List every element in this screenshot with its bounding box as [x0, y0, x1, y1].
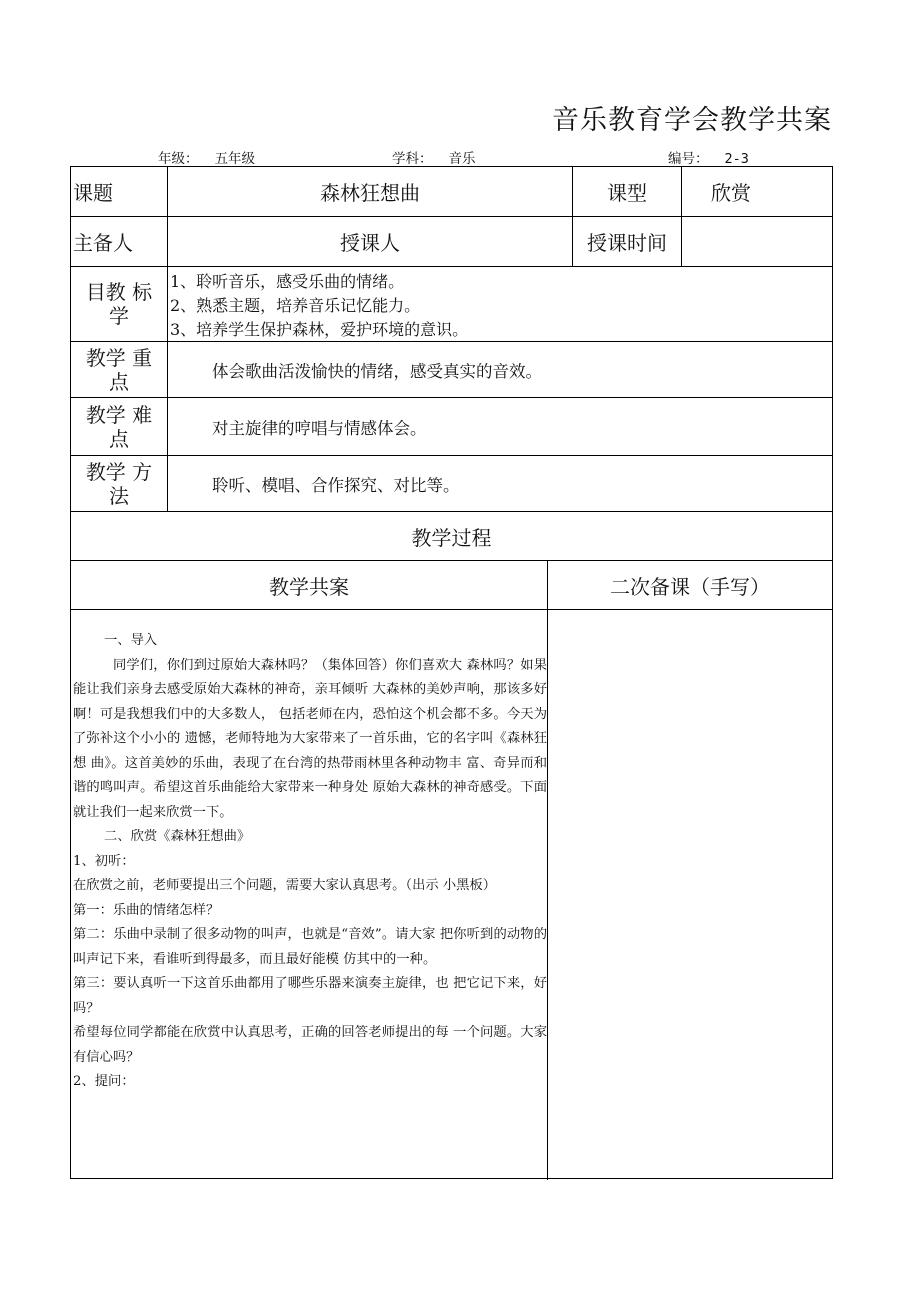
goal-item: 3、培养学生保护森林，爱护环境的意识。: [170, 320, 469, 339]
key-point-label-line2: 点: [109, 369, 129, 394]
difficulty-label-line2: 点: [109, 426, 129, 451]
process-paragraph: 第一：乐曲的情绪怎样？: [73, 902, 220, 918]
subject-field: [392, 147, 476, 167]
process-paragraph: 第二：乐曲中录制了很多动物的叫声，也就是“音效”。请大家 把你听到的动物的叫声记下来，看谁听到得最多，而且最好能模 仿其中的一种。: [73, 927, 547, 967]
subject-value: 音乐: [448, 151, 476, 167]
difficulty-label-line1: 教学 难: [85, 402, 153, 427]
goals-label-line1: 目教 标: [85, 280, 153, 304]
goal-item: 2、熟悉主题，培养音乐记忆能力。: [170, 296, 421, 315]
method-value: 聆听、模唱、合作探究、对比等。: [212, 475, 460, 495]
row-divider: [71, 609, 832, 610]
topic-label: 课题: [73, 181, 113, 205]
number-value: 2-3: [724, 151, 749, 167]
process-title: 教学过程: [411, 525, 492, 550]
grade-value: 五年级: [214, 151, 255, 167]
number-field: [668, 147, 749, 167]
process-paragraph: 在欣赏之前，老师要提出三个问题，需要大家认真思考。（出示 小黑板）: [73, 878, 497, 893]
method-label-line1: 教学 方: [85, 459, 153, 484]
method-label-line2: 法: [109, 483, 129, 508]
shared-plan-column-header: 教学共案: [269, 574, 349, 599]
class-time-label: 授课时间: [587, 231, 667, 255]
row-divider: [71, 266, 832, 267]
goal-item: 1、聆听音乐，感受乐曲的情绪。: [170, 272, 405, 291]
process-paragraph: 希望每位同学都能在欣赏中认真思考，正确的回答老师提出的每 一个问题。大家有信心吗？: [73, 1025, 547, 1065]
key-point-label-line1: 教学 重: [85, 345, 153, 370]
difficulty-value: 对主旋律的哼唱与情感体会。: [212, 418, 427, 438]
goals-label-line2: 学: [109, 304, 129, 328]
lesson-plan-table: [70, 166, 833, 1179]
difficulty-label: [71, 398, 167, 455]
process-paragraph: 第三：要认真听一下这首乐曲都用了哪些乐器来演奏主旋律，也 把它记下来，好吗？: [73, 976, 547, 1016]
process-paragraph: 2、提问：: [73, 1074, 135, 1089]
process-paragraph: 1、初听：: [73, 853, 135, 869]
grade-label: 年级：: [158, 151, 199, 167]
key-point-value: 体会歌曲活泼愉快的情绪，感受真实的音效。: [212, 361, 542, 381]
handwritten-notes-column-header: 二次备课（手写）: [610, 574, 770, 599]
type-label: 课型: [607, 181, 647, 205]
class-time-value: [682, 217, 832, 266]
method-label: [71, 456, 167, 511]
type-value: 欣赏: [711, 181, 751, 205]
subject-label: 学科：: [392, 151, 433, 167]
process-content: [73, 629, 547, 1095]
lead-preparer-label: 主备人: [73, 231, 133, 255]
document-title: 音乐教育学会教学共案: [552, 105, 832, 136]
topic-value: 森林狂想曲: [320, 181, 420, 205]
goals-label: [71, 267, 167, 341]
teacher-label: 授课人: [340, 231, 400, 255]
goals-list: [170, 270, 468, 342]
grade-field: [158, 147, 255, 167]
row-divider: [71, 397, 832, 398]
number-label: 编号：: [668, 151, 709, 167]
column-divider: [547, 560, 548, 1180]
process-paragraph: 一、导入: [104, 633, 158, 648]
key-point-label: [71, 342, 167, 397]
process-paragraph: 二、欣赏《森林狂想曲》: [104, 829, 251, 844]
process-paragraph: 同学们，你们到过原始大森林吗？（集体回答）你们喜欢大 森林吗？如果能让我们亲身去感受原始大森林的神奇，亲耳倾听 大森林的美妙声响，那该多好啊！可是我想我们中的大多数人， 包括老师在内，恐怕这个机会都不多。今天为了弥补这个小小的 遗憾，老师特地为大家带来了一首乐曲，它的名字叫《森林狂想 曲》。这首美妙的乐曲，表现了在台湾的热带雨林里各种动物丰 富、奇异而和谐的鸣叫声。希望这首乐曲能给大家带来一种身处 原始大森林的神奇感受。下面就让我们一起来欣赏一下。: [73, 657, 547, 820]
